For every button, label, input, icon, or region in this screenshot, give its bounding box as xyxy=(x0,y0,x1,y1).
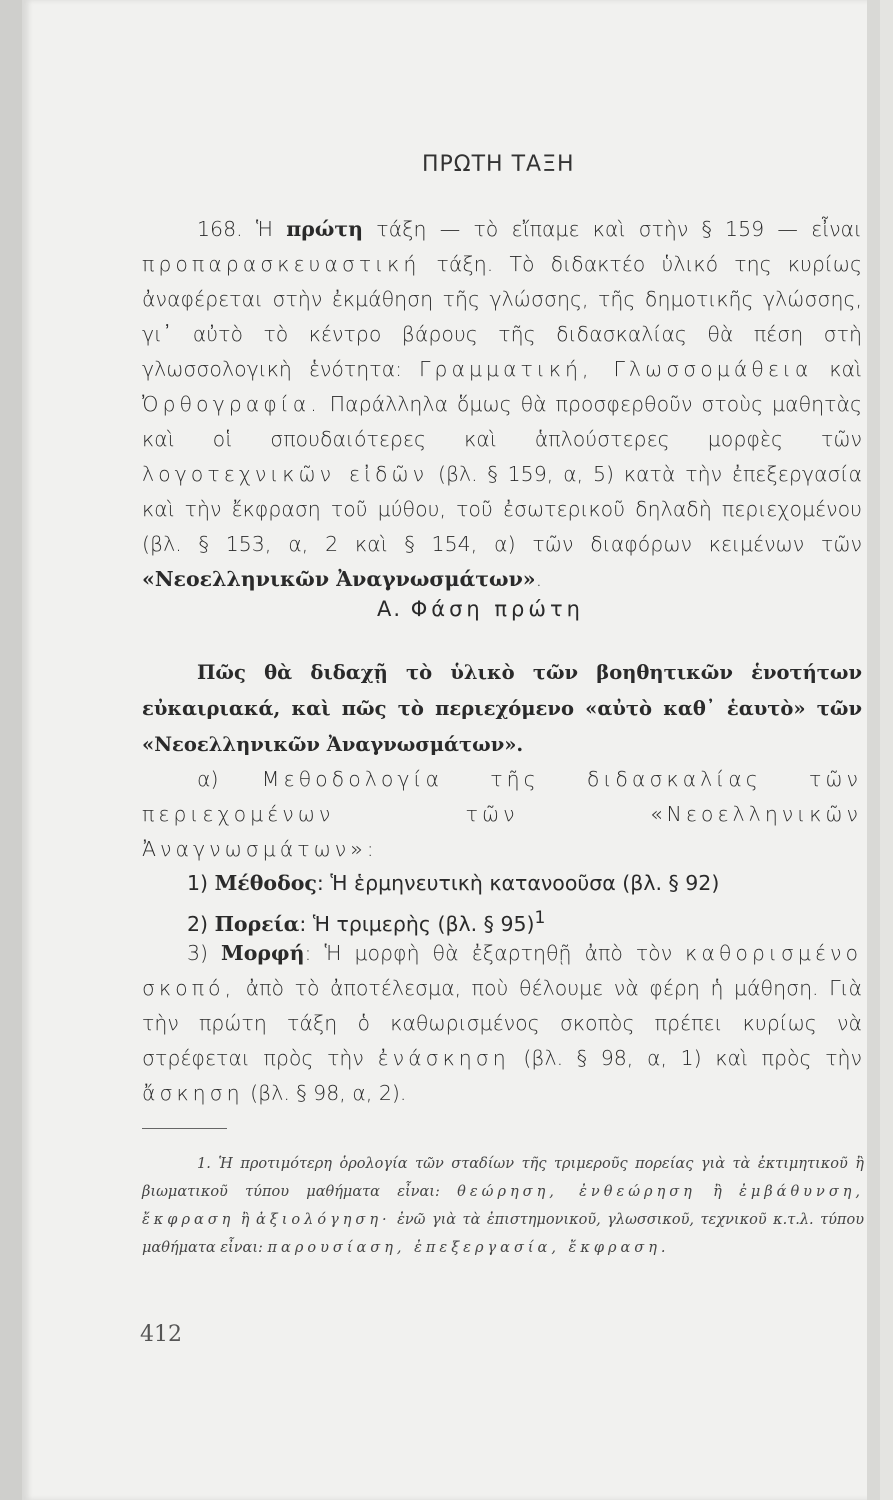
paragraph-168: 168. Ἡ πρώτη τάξη — τὸ εἴπαμε καὶ στὴν § 159 — εἶναι προπαρασκευαστική τάξη. Τὸ διδακτέο ὑλικό της κυρίως ἀναφέρεται στὴν ἐκμάθηση τῆς γλώσσης, τῆς δημοτικῆς γλώσσης, γι᾽ αὐτὸ τὸ κέντρο βάρους τῆς διδασκαλίας θὰ πέση στὴ γλωσσολογικὴ ἑνότητα: Γραμματική, Γλωσσομάθεια καὶ Ὀρθογραφία. Παράλληλα ὅμως θὰ προσφερθοῦν στοὺς μαθητὰς καὶ οἱ σπουδαιότερες καὶ ἁπλούστερες μορφὲς τῶν λογοτεχνικῶν εἰδῶν (βλ. § 159, α, 5) κατὰ τὴν ἐπεξεργασία καὶ τὴν ἔκφραση τοῦ μύθου, τοῦ ἐσωτερικοῦ δηλαδὴ περιεχομένου (βλ. § 153, α, 2 καὶ § 154, α) τῶν διαφόρων κειμένων τῶν «Νεοελληνικῶν Ἀναγνωσμάτων». xyxy=(142,217,862,591)
page-number: 412 xyxy=(140,1322,182,1347)
section-subtitle: Πῶς θὰ διδαχῇ τὸ ὑλικὸ τῶν βοηθητικῶν ἑνοτήτων εὐκαιριακά, καὶ πῶς τὸ περιεχόμενο «αὐτὸ καθ᾽ ἑαυτὸ» τῶν «Νεοελληνικῶν Ἀναγνωσμάτων». xyxy=(142,661,862,756)
list-term: Μέθοδος xyxy=(214,871,317,895)
spaced-term: Γραμματική, Γλωσσομάθεια xyxy=(419,357,813,381)
spaced-term: ἐνάσκηση xyxy=(377,1046,510,1070)
book-title: «Νεοελληνικῶν Ἀναγνωσμάτων» xyxy=(142,567,536,591)
list-term: Πορεία xyxy=(214,911,300,936)
methodology-paragraph xyxy=(142,762,862,867)
book-gutter xyxy=(0,0,22,1500)
list-term: Μορφή xyxy=(221,941,305,965)
list-item: 1) Μέθοδος: Ἡ ἑρμηνευτικὴ κατανοοῦσα (βλ. § 92) xyxy=(187,871,720,895)
paragraph-number: 168. xyxy=(197,217,243,241)
page-edge xyxy=(867,0,880,1500)
section-heading xyxy=(377,597,584,621)
spaced-term: ἄσκηση xyxy=(142,1081,244,1105)
spaced-term: προπαρασκευαστική xyxy=(142,252,421,276)
alpha-label: α) xyxy=(197,767,219,791)
list-item: 2) Πορεία: Ἡ τριμερὴς (βλ. § 95)$^1$ xyxy=(187,908,546,936)
spaced-term: Ὀρθογραφία. xyxy=(142,392,321,416)
section-title: Φάση πρώτη xyxy=(410,597,584,621)
book-page xyxy=(22,0,880,1500)
methodology-text: Μεθοδολογία τῆς διδασκαλίας τῶν περιεχομένων τῶν «Νεοελληνικῶν Ἀναγνωσμάτων»: xyxy=(142,767,862,861)
list-item-3: 3) Μορφή: Ἡ μορφὴ θὰ ἐξαρτηθῇ ἀπὸ τὸν καθορισμένο σκοπό, ἀπὸ τὸ ἀποτέλεσμα, ποὺ θέλουμε νὰ φέρη ἡ μάθηση. Γιὰ τὴν πρώτη τάξη ὁ καθωρισμένος σκοπὸς πρέπει κυρίως νὰ στρέφεται πρὸς τὴν ἐνάσκηση (βλ. § 98, α, 1) καὶ πρὸς τὴν ἄσκηση (βλ. § 98, α, 2). xyxy=(142,941,863,1105)
methodology-list xyxy=(142,866,862,942)
spaced-term: καθορισμένο σκοπό, xyxy=(142,941,862,1000)
running-header: ΠΡΩΤΗ ΤΑΞΗ xyxy=(422,152,575,177)
footnote-ref: 1 xyxy=(534,908,546,928)
footnote: 1. Ἡ προτιμότερη ὁρολογία τῶν σταδίων τῆς τριμεροῦς πορείας γιὰ τὰ ἐκτιμητικοῦ ἢ βιωματικοῦ τύπου μαθήματα εἶναι: θεώρηση, ἐνθεώρηση ἢ ἐμβάθυνση, ἔκφραση ἢ ἀξιολόγηση· ἐνῶ γιὰ τὰ ἐπιστημονικοῦ, γλωσσικοῦ, τεχνικοῦ κ.τ.λ. τύπου μαθήματα εἶναι: παρουσίαση, ἐπεξεργασία, ἔκφραση. xyxy=(142,1156,865,1256)
spaced-term: λογοτεχνικῶν εἰδῶν xyxy=(142,462,429,486)
section-label: Α. xyxy=(377,597,403,621)
emphasis-prote: πρώτη xyxy=(286,217,364,241)
footnote-mark: 1. xyxy=(197,1156,211,1172)
footnote-rule xyxy=(142,1128,227,1129)
